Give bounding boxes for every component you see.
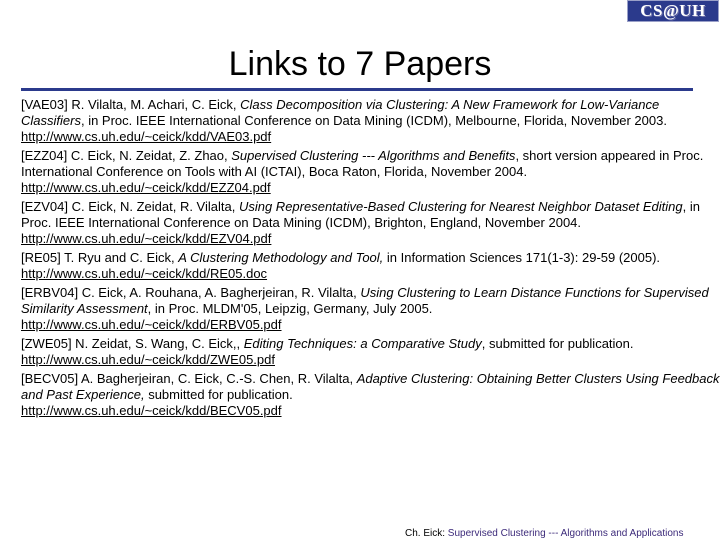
reference-list [21, 97, 720, 422]
paper-link[interactable]: http://www.cs.uh.edu/~ceick/kdd/ERBV05.pdf [21, 317, 282, 332]
paper-link[interactable]: http://www.cs.uh.edu/~ceick/kdd/ZWE05.pdf [21, 352, 275, 367]
cs-uh-logo: CS@UH [627, 0, 719, 22]
reference-entry [21, 336, 720, 368]
citation-venue: , short version appeared in Proc. International Conference on Tools with AI (ICTAI), Boca Raton, Florida, November 2004. [21, 148, 704, 179]
slide-title: Links to 7 Papers [228, 45, 492, 83]
paper-title: Adaptive Clustering: Obtaining Better Clusters Using Feedback and Past Experience, [21, 371, 720, 402]
reference-citation [21, 199, 720, 231]
citation-venue: , submitted for publication. [481, 336, 634, 351]
citation-venue: , in Proc. MLDM'05, Leipzig, Germany, July 2005. [147, 301, 433, 316]
citation-authors: [BECV05] A. Bagherjeiran, C. Eick, C.-S. Chen, R. Vilalta, [21, 371, 357, 386]
reference-citation [21, 97, 720, 129]
citation-authors: [ERBV04] C. Eick, A. Rouhana, A. Bagherjeiran, R. Vilalta, [21, 285, 361, 300]
citation-authors: [EZZ04] C. Eick, N. Zeidat, Z. Zhao, [21, 148, 232, 163]
reference-entry [21, 199, 720, 247]
reference-citation [21, 336, 720, 352]
paper-link[interactable]: http://www.cs.uh.edu/~ceick/kdd/EZV04.pdf [21, 231, 272, 246]
reference-citation [21, 285, 720, 317]
reference-entry [21, 371, 720, 419]
reference-citation [21, 148, 720, 180]
citation-authors: [EZV04] C. Eick, N. Zeidat, R. Vilalta, [21, 199, 239, 214]
citation-venue: in Information Sciences 171(1-3): 29-59 (2005). [383, 250, 661, 265]
reference-citation [21, 250, 720, 266]
paper-title: Supervised Clustering --- Algorithms and Benefits [231, 148, 516, 163]
citation-authors: [VAE03] R. Vilalta, M. Achari, C. Eick, [21, 97, 241, 112]
title-underline [21, 88, 693, 91]
reference-entry [21, 148, 720, 196]
citation-venue: , in Proc. IEEE International Conference on Data Mining (ICDM), Melbourne, Florida, November 2003. [80, 113, 667, 128]
reference-entry [21, 285, 720, 333]
reference-entry [21, 250, 720, 282]
reference-citation [21, 371, 720, 403]
footer-author: Ch. Eick: [405, 528, 448, 539]
paper-title: Using Representative-Based Clustering for Nearest Neighbor Dataset Editing [238, 199, 683, 214]
paper-link[interactable]: http://www.cs.uh.edu/~ceick/kdd/VAE03.pdf [21, 129, 272, 144]
slide-footer [405, 528, 683, 540]
footer-text: Supervised Clustering --- Algorithms and Applications [447, 528, 684, 539]
citation-venue: submitted for publication. [144, 387, 293, 402]
paper-link[interactable]: http://www.cs.uh.edu/~ceick/kdd/BECV05.pdf [21, 403, 282, 418]
citation-authors: [ZWE05] N. Zeidat, S. Wang, C. Eick,, [21, 336, 244, 351]
citation-venue: , in Proc. IEEE International Conference on Data Mining (ICDM), Brighton, England, November 2004. [21, 199, 700, 230]
reference-entry [21, 97, 720, 145]
citation-authors: [RE05] T. Ryu and C. Eick, [21, 250, 179, 265]
paper-link[interactable]: http://www.cs.uh.edu/~ceick/kdd/EZZ04.pdf [21, 180, 271, 195]
paper-link[interactable]: http://www.cs.uh.edu/~ceick/kdd/RE05.doc [21, 266, 268, 281]
paper-title: Class Decomposition via Clustering: A New Framework for Low-Variance Classifiers [21, 97, 660, 128]
paper-title: Using Clustering to Learn Distance Functions for Supervised Similarity Assessment [21, 285, 709, 316]
paper-title: Editing Techniques: a Comparative Study [243, 336, 482, 351]
paper-title: A Clustering Methodology and Tool, [178, 250, 384, 265]
